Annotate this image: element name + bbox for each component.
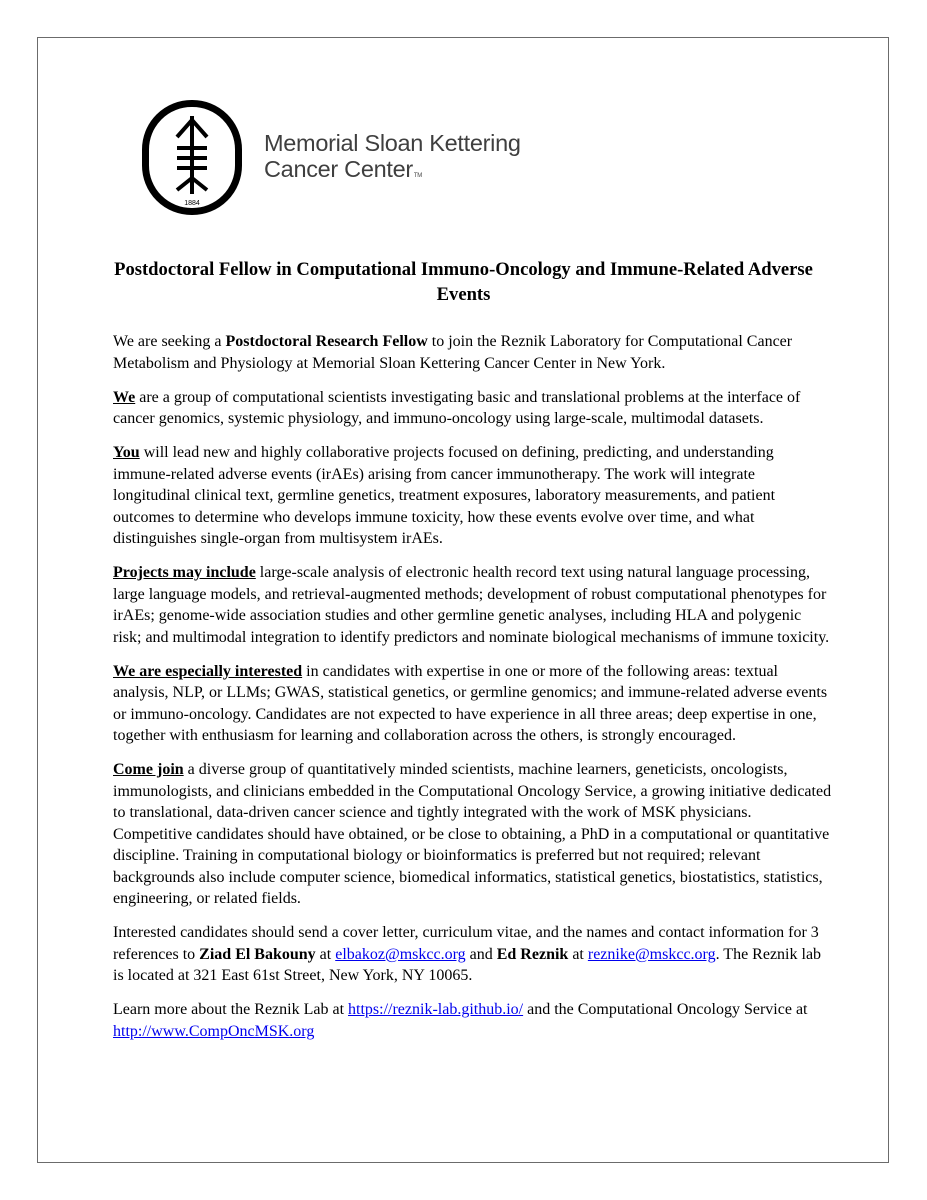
paragraph-text: in candidates with expertise in one or more of the following areas: textual analysis, NLP, or LLMs; GWAS, statistical genetics, or germline genomics; and immune-related adverse events or immuno-oncology. Candidates are not expected to have experience in all three areas; deep expertise in one, together with enthusiasm for learning and collaboration across the others, is strongly encouraged. — [113, 662, 828, 744]
paragraph-projects — [113, 562, 833, 648]
contact-text: Interested candidates should send a cover letter, curriculum vitae, and the names and contact information for 3 references to — [113, 924, 819, 963]
lead-interested: We are especially interested — [113, 662, 303, 680]
paragraph-contact — [113, 922, 833, 987]
intro-text: We are seeking a — [113, 333, 226, 350]
paragraph-text: a diverse group of quantitatively minded scientists, machine learners, geneticists, oncologists, immunologists, and clinicians embedded in the Computational Oncology Service, a growing initiative dedicated to translational, data-driven cancer science and tightly integrated with the work of MSK physicians. Competitive candidates should have obtained, or be close to obtaining, a PhD in a computational or quantitative discipline. Training in computational biology or bioinformatics is preferred but not required; relevant backgrounds also include computer science, biomedical informatics, statistical genetics, biostatistics, statistics, engineering, or related fields. — [113, 761, 832, 907]
paragraph-interested — [113, 661, 833, 747]
logo-trademark: TM — [413, 173, 422, 179]
componc-link[interactable]: http://www.CompOncMSK.org — [113, 1022, 315, 1040]
contact-text: at — [568, 945, 588, 963]
contact-name-1: Ziad El Bakouny — [199, 945, 316, 963]
contact-name-2: Ed Reznik — [496, 945, 569, 963]
logo-wordmark — [264, 130, 521, 189]
contact-text: . The Reznik lab is located at 321 East 61st Street, New York, NY 10065. — [113, 945, 822, 984]
lead-come-join: Come join — [113, 761, 184, 778]
paragraph-text: large-scale analysis of electronic health record text using natural language processing, large language models, and retrieval-augmented methods; development of robust computational phenotypes for irAEs; genome-wide association studies and other germline genetic analyses, including HLA and polygenic risk; and multimodal integration to identify predictors and nominate biological mechanisms of immune toxicity. — [113, 564, 830, 646]
paragraph-intro — [113, 331, 833, 374]
lead-you: You — [113, 444, 140, 461]
paragraph-we — [113, 387, 833, 430]
paragraph-text: will lead new and highly collaborative projects focused on defining, predicting, and understanding immune-related adverse events (irAEs) arising from cancer immunotherapy. The work will integrate longitudinal clinical text, germline genetics, treatment exposures, laboratory measurements, and patient outcomes to determine who develops immune toxicity, how these events evolve over time, and what distinguishes single-organ from multisystem irAEs. — [113, 444, 776, 547]
paragraph-text: are a group of computational scientists investigating basic and translational problems at the interface of cancer genomics, systemic physiology, and immuno-oncology using large-scale, multimodal datasets. — [113, 388, 801, 427]
paragraph-learn-more — [113, 999, 833, 1042]
paragraph-you — [113, 442, 833, 550]
email-link-2[interactable]: reznike@mskcc.org — [587, 945, 716, 963]
document-body — [113, 331, 833, 1055]
learn-more-text: and the Computational Oncology Service at — [523, 1001, 808, 1018]
intro-text-end: to join the Reznik Laboratory for Computational Cancer Metabolism and Physiology at Memorial Sloan Kettering Cancer Center in New York. — [113, 333, 793, 372]
msk-logo — [142, 100, 542, 215]
lead-we: We — [113, 388, 136, 406]
logo-year: 1884 — [184, 200, 200, 207]
reznik-lab-link[interactable]: https://reznik-lab.github.io/ — [348, 1001, 524, 1018]
paragraph-come-join — [113, 759, 833, 910]
logo-line2: Cancer Center — [264, 156, 413, 182]
msk-emblem-icon — [142, 100, 242, 216]
lead-projects: Projects may include — [113, 564, 256, 581]
logo-line1: Memorial Sloan Kettering — [264, 130, 521, 156]
learn-more-text: Learn more about the Reznik Lab at — [113, 1001, 349, 1018]
email-link-1[interactable]: elbakoz@mskcc.org — [335, 945, 466, 963]
contact-text: at — [315, 945, 336, 963]
position-name: Postdoctoral Research Fellow — [225, 333, 428, 350]
contact-text: and — [465, 945, 497, 963]
page-title: Postdoctoral Fellow in Computational Immuno-Oncology and Immune-Related Adverse Events — [114, 259, 813, 305]
